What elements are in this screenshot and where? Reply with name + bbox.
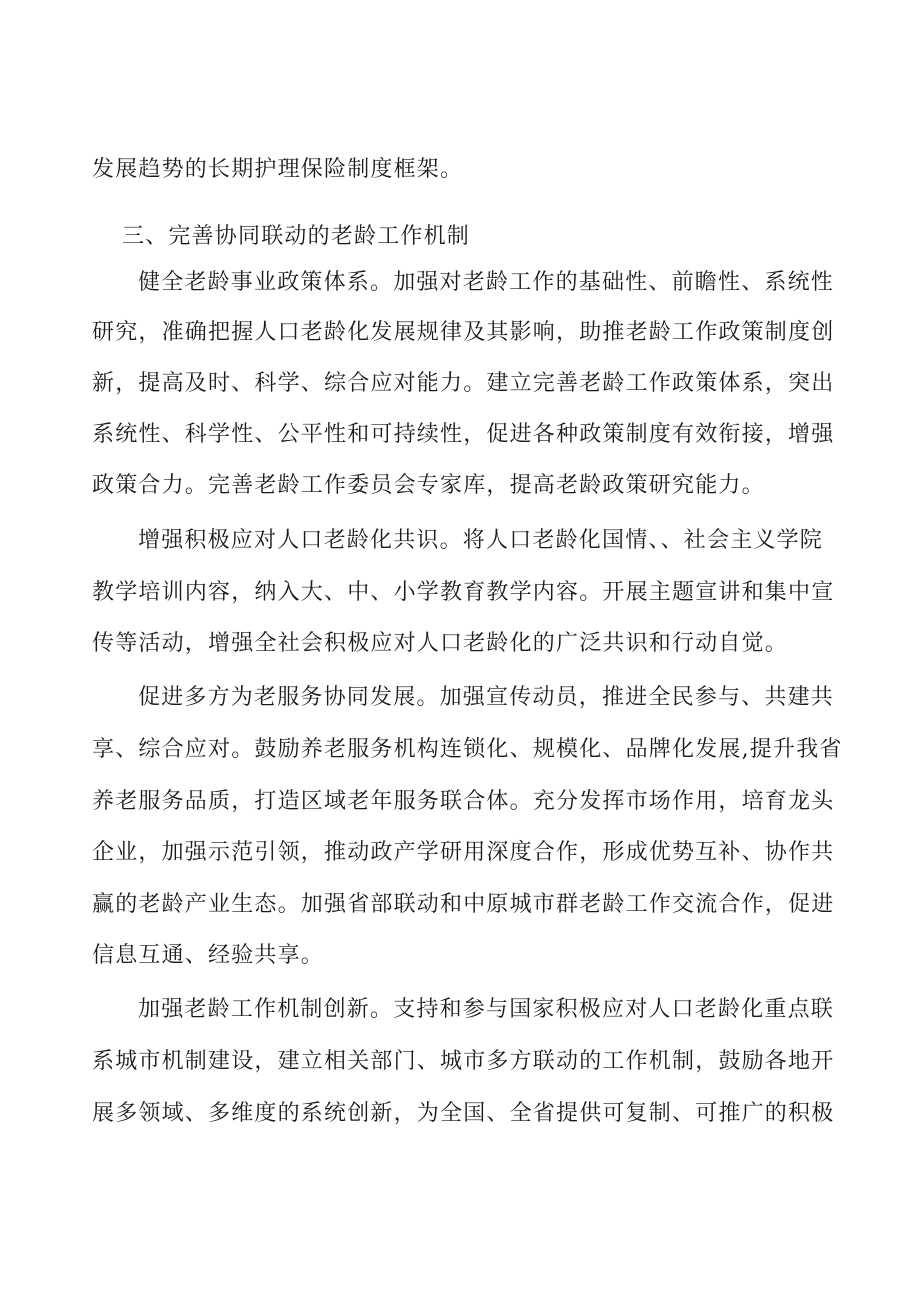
paragraph-line: 发展趋势的长期护理保险制度框架。 [92,157,464,182]
paragraph-line: 赢的老龄产业生态。加强省部联动和中原城市群老龄工作交流合作，促进 [92,892,835,917]
paragraph-line: 促进多方为老服务协同发展。加强宣传动员，推进全民参与、共建共 [138,685,835,710]
paragraph-line: 信息互通、经验共享。 [92,943,325,968]
paragraph-line: 企业，加强示范引领，推动政产学研用深度合作，形成优势互补、协作共 [92,840,835,865]
paragraph-line: 享、综合应对。鼓励养老服务机构连锁化、规模化、品牌化发展,提升我省 [92,737,843,762]
section-heading: 三、完善协同联动的老龄工作机制 [122,224,471,249]
paragraph-line: 研究，准确把握人口老龄化发展规律及其影响，助推老龄工作政策制度创 [92,320,835,345]
paragraph-line: 健全老龄事业政策体系。加强对老龄工作的基础性、前瞻性、系统性 [138,270,835,295]
paragraph-line: 传等活动，增强全社会积极应对人口老龄化的广泛共识和行动自觉。 [92,631,789,656]
paragraph-line: 增强积极应对人口老龄化共识。将人口老龄化国情、、社会主义学院 [138,528,824,553]
paragraph-line: 加强老龄工作机制创新。支持和参与国家积极应对人口老龄化重点联 [138,997,835,1022]
paragraph-line: 展多领域、多维度的系统创新，为全国、全省提供可复制、可推广的积极 [92,1101,835,1126]
paragraph-line: 新，提高及时、科学、综合应对能力。建立完善老龄工作政策体系，突出 [92,371,835,396]
paragraph-line: 系统性、科学性、公平性和可持续性，促进各种政策制度有效衔接，增强 [92,422,835,447]
paragraph-line: 养老服务品质，打造区域老年服务联合体。充分发挥市场作用，培育龙头 [92,789,835,814]
paragraph-line: 系城市机制建设，建立相关部门、城市多方联动的工作机制，鼓励各地开 [92,1049,835,1074]
paragraph-line: 政策合力。完善老龄工作委员会专家库，提高老龄政策研究能力。 [92,473,765,498]
paragraph-line: 教学培训内容，纳入大、中、小学教育教学内容。开展主题宣讲和集中宣 [92,580,835,605]
